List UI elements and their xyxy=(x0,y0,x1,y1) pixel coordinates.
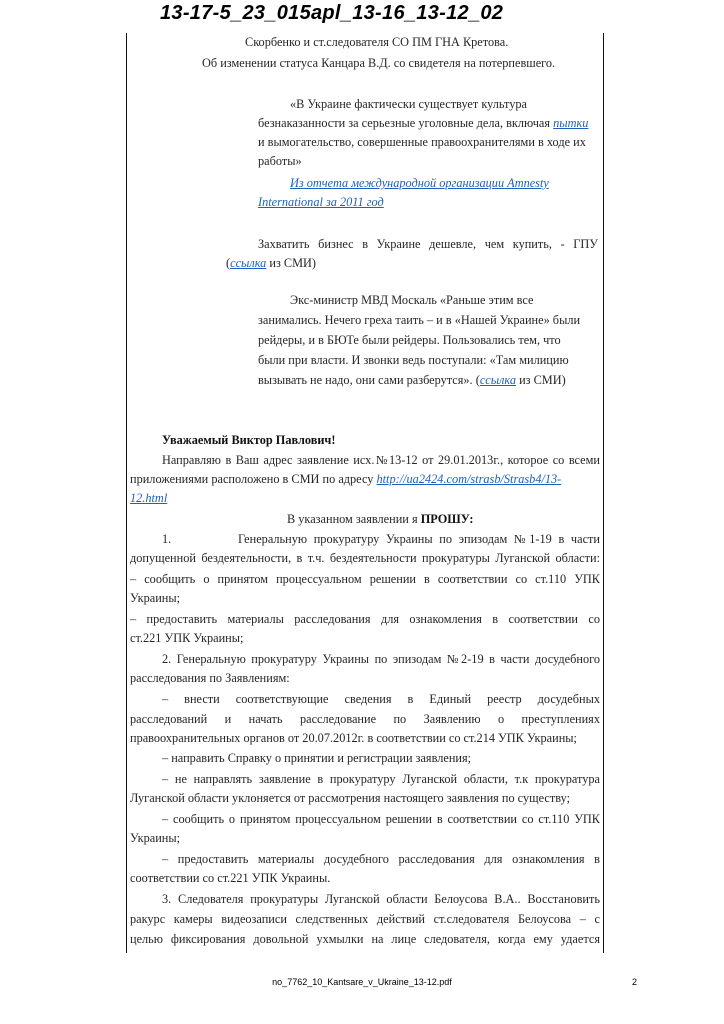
quote2-line-2 xyxy=(226,254,316,272)
quote1-line-2 xyxy=(258,114,588,132)
item1-a-line-1: – сообщить о принятом процессуальном решении в соответствии со ст.110 УПК xyxy=(130,572,600,586)
request-heading-bold: ПРОШУ: xyxy=(420,512,474,526)
left-border-line xyxy=(126,33,127,953)
item1-b-line-1: – предоставить материалы расследования для ознакомления в соответствии со xyxy=(130,612,600,626)
item2-e-line-2: соответствии со ст.221 УПК Украины. xyxy=(130,871,331,885)
quote3-line-4: были при власти. И звонки ведь поступали: «Там милицию xyxy=(258,353,569,367)
document-header-title: 13-17-5_23_015apl_13-16_13-12_02 xyxy=(160,2,504,24)
letter-greeting: Уважаемый Виктор Павлович! xyxy=(162,433,336,447)
request-heading xyxy=(287,510,473,528)
item2-d-line-1: – сообщить о принятом процессуальном решении в соответствии со ст.110 УПК xyxy=(162,812,600,826)
quote1-torture-link[interactable]: пытки xyxy=(553,116,589,130)
quote3-line-2: занимались. Нечего греха таить – и в «Нашей Украине» были xyxy=(258,313,581,327)
right-border-line xyxy=(603,33,604,953)
paragraph1-line-2-text: приложениями расположено в СМИ по адресу xyxy=(130,472,377,486)
paragraph1-line-2 xyxy=(130,470,561,488)
item1-line-1: Генеральную прокуратуру Украины по эпизодам №1-19 в части xyxy=(238,532,600,546)
quote3-link[interactable]: ссылка xyxy=(479,373,517,387)
item2-a-line-1: – внести соответствующие сведения в Единый реестр досудебных xyxy=(162,692,600,706)
item2-d-line-2: Украины; xyxy=(130,831,181,845)
paragraph1-line-1: Направляю в Ваш адрес заявление исх.№13-12 от 29.01.2013г., которое со всеми xyxy=(162,453,600,467)
item2-b-line: – направить Справку о принятии и регистрации заявления; xyxy=(162,751,472,765)
quote1-line-3: и вымогательство, совершенные правоохранителями в ходе их xyxy=(258,135,586,149)
statement-url-link-cont[interactable]: 12.html xyxy=(130,491,168,505)
footer-page-number: 2 xyxy=(632,977,638,987)
item3-line-1: 3. Следователя прокуратуры Луганской области Белоусова В.А.. Восстановить xyxy=(162,892,600,906)
item1-a-line-2: Украины; xyxy=(130,591,181,605)
item2-e-line-1: – предоставить материалы досудебного расследования для ознакомления в xyxy=(162,852,600,866)
item1-b-line-2: ст.221 УПК Украины; xyxy=(130,631,244,645)
request-heading-text: В указанном заявлении я xyxy=(287,512,421,526)
item1-number: 1. xyxy=(162,532,172,546)
quote3-line-5 xyxy=(258,371,566,389)
item2-c-line-2: Луганской области уклоняется от рассмотрения настоящего заявления по существу; xyxy=(130,791,570,805)
item3-line-3: целью фиксирования довольной ухмылки на лице следователя, когда ему удается xyxy=(130,932,600,946)
statement-url-link[interactable]: http://ua2424.com/strasb/Strasb4/13- xyxy=(376,472,562,486)
quote3-line-1: Экс-министр МВД Москаль «Раньше этим все xyxy=(290,293,534,307)
item2-a-line-3: правоохранительных органов от 20.07.2012г. в соответствии со ст.214 УПК Украины; xyxy=(130,731,577,745)
quote2-rest: из СМИ) xyxy=(266,256,317,270)
quote1-line-1: «В Украине фактически существует культура xyxy=(290,97,527,111)
quote1-source-link-line-2[interactable]: International за 2011 год xyxy=(258,195,384,209)
quote2-link[interactable]: ссылка xyxy=(230,256,267,270)
quote1-line-2-text: безнаказанности за серьезные уголовные дела, включая xyxy=(258,116,554,130)
item1-line-2: допущенной бездеятельности, в т.ч. бездеятельности прокуратуры Луганской области: xyxy=(130,551,600,565)
quote3-line-5-text: вызывать не надо, они сами разберутся». ( xyxy=(258,373,480,387)
intro-line-1: Скорбенко и ст.следователя СО ПМ ГНА Кретова. xyxy=(245,35,509,49)
quote2-open-paren: ( xyxy=(226,256,231,270)
item2-c-line-1: – не направлять заявление в прокуратуру Луганской области, т.к прокуратура xyxy=(162,772,600,786)
item3-line-2: ракурс камеры видеозаписи следственных действий ст.следователя Белоусова – с xyxy=(130,912,600,926)
intro-line-2: Об изменении статуса Канцара В.Д. со свидетеля на потерпевшего. xyxy=(202,56,556,70)
quote3-rest: из СМИ) xyxy=(516,373,566,387)
item2-line-1: 2. Генеральную прокуратуру Украины по эпизодам №2-19 в части досудебного xyxy=(162,652,600,666)
item2-a-line-2: расследований и начать расследование по Заявлению о преступлениях xyxy=(130,712,600,726)
quote2-line-1: Захватить бизнес в Украине дешевле, чем купить, - ГПУ xyxy=(258,237,598,251)
quote3-line-3: рейдеры, и в БЮТе были рейдеры. Пользовались тем, что xyxy=(258,333,561,347)
quote1-source-link-line-1[interactable]: Из отчета международной организации Amnesty xyxy=(290,176,549,190)
footer-filename: no_7762_10_Kantsare_v_Ukraine_13-12.pdf xyxy=(272,977,452,987)
quote1-line-4: работы» xyxy=(258,154,302,168)
item2-line-2: расследования по Заявлениям: xyxy=(130,671,290,685)
